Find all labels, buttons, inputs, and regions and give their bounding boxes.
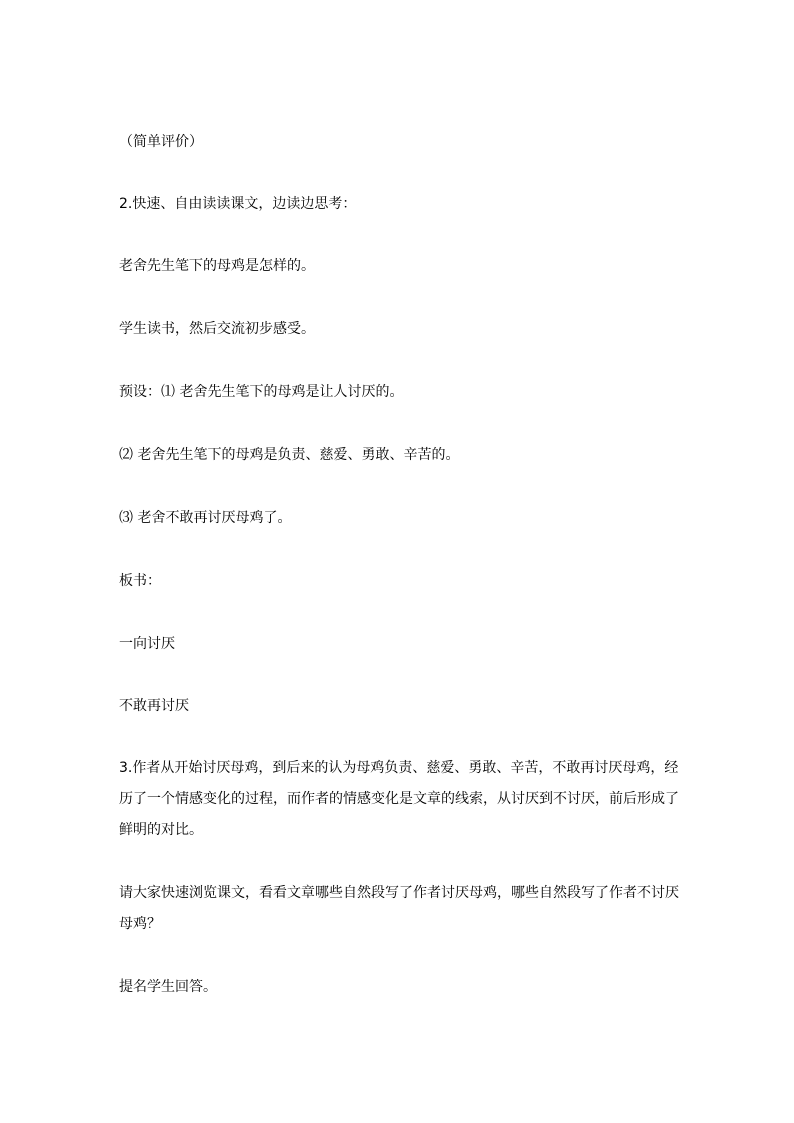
paragraph-blackboard-label: 板书：	[119, 573, 161, 589]
paragraph-step-2-reading: 2.快速、自由读读课文，边读边思考：	[119, 196, 357, 212]
paragraph-question-hen: 老舍先生笔下的母鸡是怎样的。	[119, 258, 315, 274]
paragraph-step-3-analysis: 3.作者从开始讨厌母鸡，到后来的认为母鸡负责、慈爱、勇敢、辛苦，不敢再讨厌母鸡，经历了一个情感变化的过程，而作者的情感变化是文章的线索，从讨厌到不讨厌，前后形成了鲜明的对比。	[119, 760, 679, 838]
paragraph-brief-evaluation: （简单评价）	[119, 134, 203, 150]
paragraph-students-read: 学生读书，然后交流初步感受。	[119, 321, 315, 337]
paragraph-preset-3: ⑶ 老舍不敢再讨厌母鸡了。	[119, 510, 292, 526]
paragraph-browse-question: 请大家快速浏览课文，看看文章哪些自然段写了作者讨厌母鸡，哪些自然段写了作者不讨厌母鸡？	[119, 885, 679, 932]
paragraph-preset-2: ⑵ 老舍先生笔下的母鸡是负责、慈爱、勇敢、辛苦的。	[119, 447, 460, 463]
paragraph-blackboard-item-2: 不敢再讨厌	[119, 698, 189, 714]
paragraph-blackboard-item-1: 一向讨厌	[119, 636, 175, 652]
paragraph-preset-1: 预设：⑴ 老舍先生笔下的母鸡是让人讨厌的。	[119, 384, 404, 400]
paragraph-student-answer: 提名学生回答。	[119, 979, 217, 995]
